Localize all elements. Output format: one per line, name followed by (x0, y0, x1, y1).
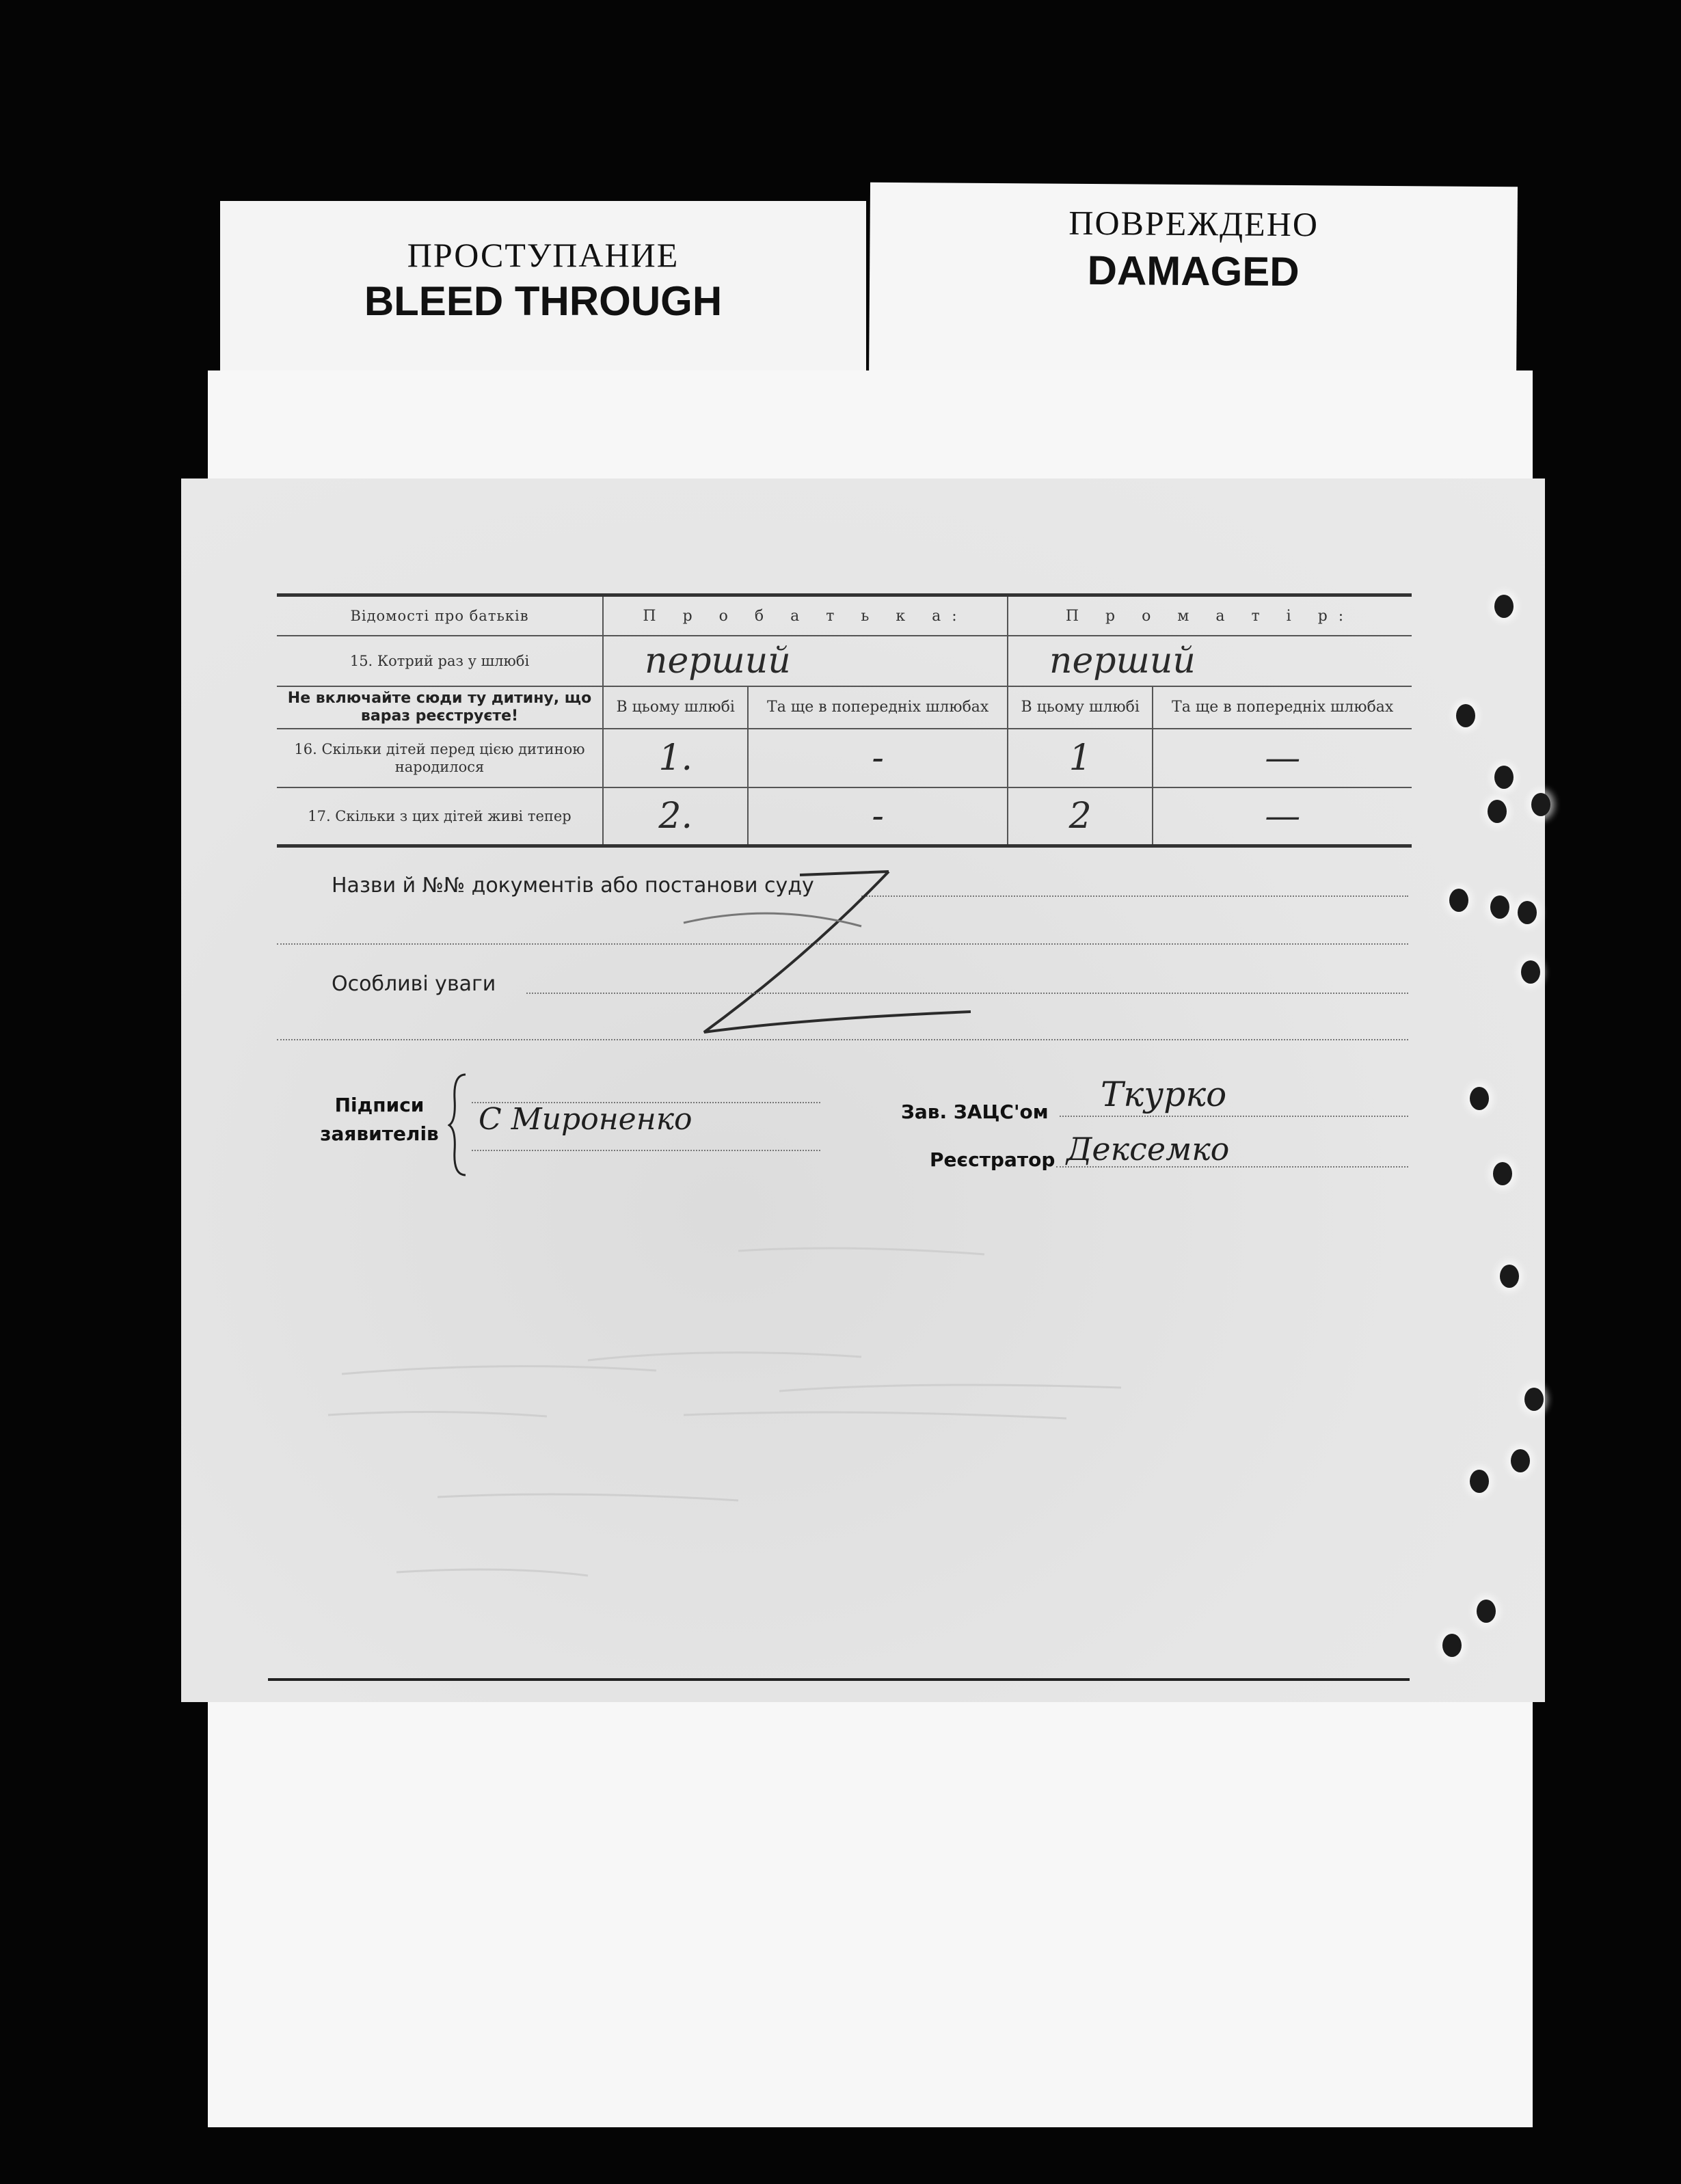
brace-icon (448, 1072, 468, 1178)
bleed-through-marks (301, 1217, 1395, 1600)
row16-father-prev: - (748, 729, 1008, 787)
row17-father-this: 2. (603, 787, 748, 846)
registrar-sig-line (1056, 1166, 1408, 1168)
row17-mother-prev: — (1153, 787, 1412, 846)
damaged-ru: ПОВРЕЖДЕНО (1068, 203, 1319, 244)
applicant-sig-line-2 (472, 1150, 820, 1151)
strike-mark-icon (602, 861, 984, 1046)
father-prev-marriages-header: Та ще в попередніх шлюбах (748, 686, 1008, 729)
applicants-signature-label: Підписи заявителів (320, 1094, 439, 1145)
header-mother: П р о м а т і р: (1008, 597, 1412, 636)
applicant-sig-line-1 (472, 1102, 820, 1103)
remarks-label: Особливі уваги (332, 972, 496, 996)
bottom-rule (268, 1678, 1410, 1681)
father-this-marriage-header: В цьому шлюбі (603, 686, 748, 729)
row16-mother-prev: — (1153, 729, 1412, 787)
registrar-label: Реєстратор (930, 1148, 1055, 1171)
row17-label: 17. Скільки з цих дітей живі тепер (277, 787, 603, 846)
mother-prev-marriages-header: Та ще в попередніх шлюбах (1153, 686, 1412, 729)
row17-mother-this: 2 (1008, 787, 1153, 846)
remarks-line-2 (277, 1039, 1408, 1040)
row17-father-prev: - (748, 787, 1008, 846)
parents-info-table (277, 593, 1412, 848)
row16-father-this: 1. (603, 729, 748, 787)
applicant-signature: С Мироненко (479, 1102, 692, 1137)
row15-label: 15. Котрий раз у шлюбі (277, 636, 603, 686)
damaged-en: DAMAGED (1087, 247, 1300, 295)
remarks-line (526, 993, 1408, 994)
row16-mother-this: 1 (1008, 729, 1153, 787)
bleed-through-en: BLEED THROUGH (364, 278, 723, 324)
registrar-signature: Дексемко (1066, 1131, 1230, 1168)
mother-this-marriage-header: В цьому шлюбі (1008, 686, 1153, 729)
row15-father-value: перший (603, 636, 1008, 686)
bleed-through-ru: ПРОСТУПАНИЕ (407, 236, 680, 274)
bleed-through-flag (220, 201, 866, 392)
documents-label: Назви й №№ документів або постанови суду (332, 874, 814, 898)
header-parents-info: Відомості про батьків (277, 597, 603, 636)
row15-mother-value: перший (1008, 636, 1412, 686)
head-sig-line (1060, 1116, 1408, 1117)
damaged-flag (869, 183, 1518, 392)
zags-head-label: Зав. ЗАЦС'ом (901, 1101, 1049, 1123)
note-label: Не включайте сюди ту дитину, що вараз реєструєте! (277, 686, 603, 729)
zags-head-signature: Ткурко (1101, 1075, 1227, 1114)
header-father: П р о б а т ь к а: (603, 597, 1008, 636)
row16-label: 16. Скільки дітей перед цією дитиною народилося (277, 729, 603, 787)
